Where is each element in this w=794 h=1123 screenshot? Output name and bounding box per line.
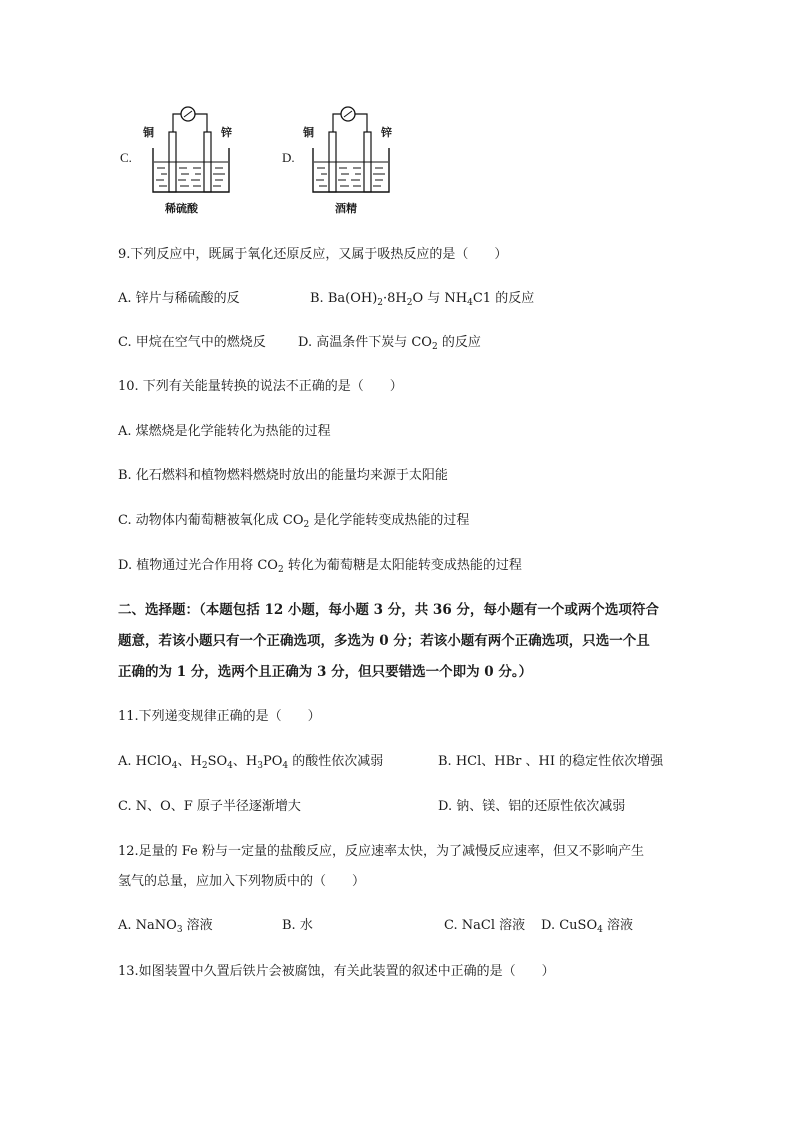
figure-c-left-electrode-label: 铜 [143,126,154,139]
q11-stem: 11.下列递变规律正确的是（ ） [118,709,321,724]
q10-option-c: C. 动物体内葡萄糖被氧化成 $CO_2$ 是化学能转变成热能的过程 [118,513,470,530]
q11-option-b: B. HCl、HBr 、HI 的稳定性依次增强 [438,754,664,769]
figure-d-left-electrode-label: 铜 [303,126,314,139]
figure-d-apparatus [303,100,413,220]
figure-c-liquid-label: 稀硫酸 [165,202,198,215]
figure-c-option-label: C. [120,150,132,165]
section2-line2: 题意，若该小题只有一个正确选项，多选为 0 分；若该小题有两个正确选项，只选一个且 [118,633,650,649]
q13-stem: 13.如图装置中久置后铁片会被腐蚀，有关此装置的叙述中正确的是（ ） [118,964,555,979]
q10-option-a: A. 煤燃烧是化学能转化为热能的过程 [118,424,331,439]
q11-option-c: C. N、O、F 原子半径逐渐增大 [118,799,301,814]
q11-option-a: A. HClO$_4$、$H_2SO_4$、$H_3PO_4$ 的酸性依次减弱 [118,754,384,771]
figure-d-right-electrode-label: 锌 [381,126,392,139]
q9-option-b: B. $Ba(OH)_2\cdot 8H_2O$ 与 $NH_4C1$ 的反应 [310,291,535,308]
q9-option-a: A. 锌片与稀硫酸的反 [118,291,240,306]
figure-c-right-electrode-label: 锌 [221,126,232,139]
q12-option-d: D. CuSO$_4$ 溶液 [541,918,633,935]
q12-option-a: A. NaNO$_3$ 溶液 [118,918,213,935]
q11-option-d: D. 钠、镁、铝的还原性依次减弱 [438,799,626,814]
q12-option-b: B. 水 [282,918,313,933]
q9-option-c: C. 甲烷在空气中的燃烧反 [118,335,266,350]
q9-option-d: D. 高温条件下炭与 $CO_2$ 的反应 [298,335,481,352]
q12-option-c: C. NaCl 溶液 [444,918,526,933]
figure-d-option-label: D. [282,150,295,165]
q10-option-b: B. 化石燃料和植物燃料燃烧时放出的能量均来源于太阳能 [118,468,448,483]
q10-option-d: D. 植物通过光合作用将 $CO_2$ 转化为葡萄糖是太阳能转变成热能的过程 [118,558,522,575]
figure-d [303,100,413,220]
q9-stem: 9.下列反应中，既属于氧化还原反应，又属于吸热反应的是（ ） [118,247,508,262]
figure-c-apparatus [143,100,253,220]
q10-stem: 10. 下列有关能量转换的说法不正确的是（ ） [118,379,403,394]
q12-stem-line2: 氢气的总量，应加入下列物质中的（ ） [118,874,366,889]
section2-line1: 二、选择题：（本题包括 12 小题，每小题 3 分，共 36 分，每小题有一个或两个选项符合 [118,602,659,618]
figure-c [143,100,253,220]
q12-stem-line1: 12.足量的 Fe 粉与一定量的盐酸反应，反应速率太快，为了减慢反应速率，但又不影响产生 [118,844,644,859]
figure-d-liquid-label: 酒精 [335,202,357,215]
section2-line3: 正确的为 1 分，选两个且正确为 3 分，但只要错选一个即为 0 分。） [118,664,533,680]
